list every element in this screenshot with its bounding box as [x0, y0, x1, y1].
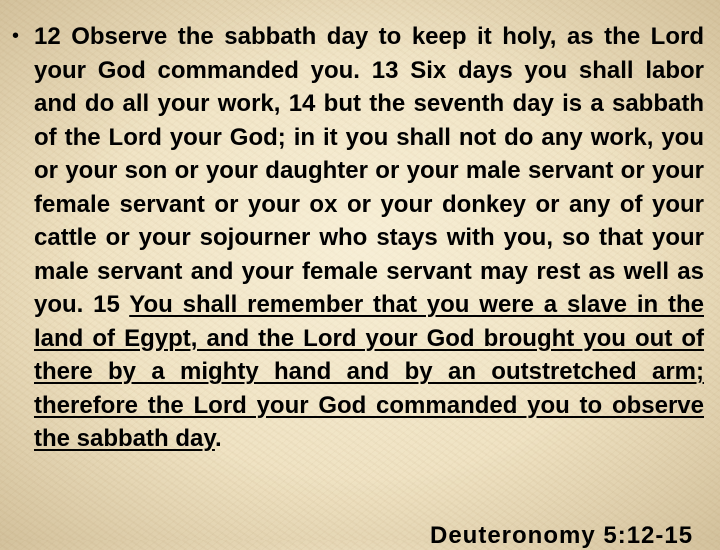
passage-end-punctuation: .: [214, 425, 222, 452]
passage-underlined-text: You shall remember that you were a slave in the land of Egypt, and the Lord your God brought you out of there by a mighty hand and by an outstretched arm; therefore the Lord your God commanded you to observe the sabbath day: [34, 291, 704, 452]
scripture-passage: [34, 20, 704, 456]
bullet-point: •: [12, 25, 20, 47]
scripture-reference: Deuteronomy 5:12-15: [430, 522, 694, 549]
passage-plain-text: 12 Observe the sabbath day to keep it holy, as the Lord your God commanded you. 13 Six days you shall labor and do all your work, 14 but the seventh day is a sabbath of the Lord your God; in it you shall not do any work, you or your son or your daughter or your male servant or your female servant or your ox or your donkey or any of your cattle or your sojourner who stays with you, so that your male servant and your female servant may rest as well as you. 15: [34, 23, 704, 318]
